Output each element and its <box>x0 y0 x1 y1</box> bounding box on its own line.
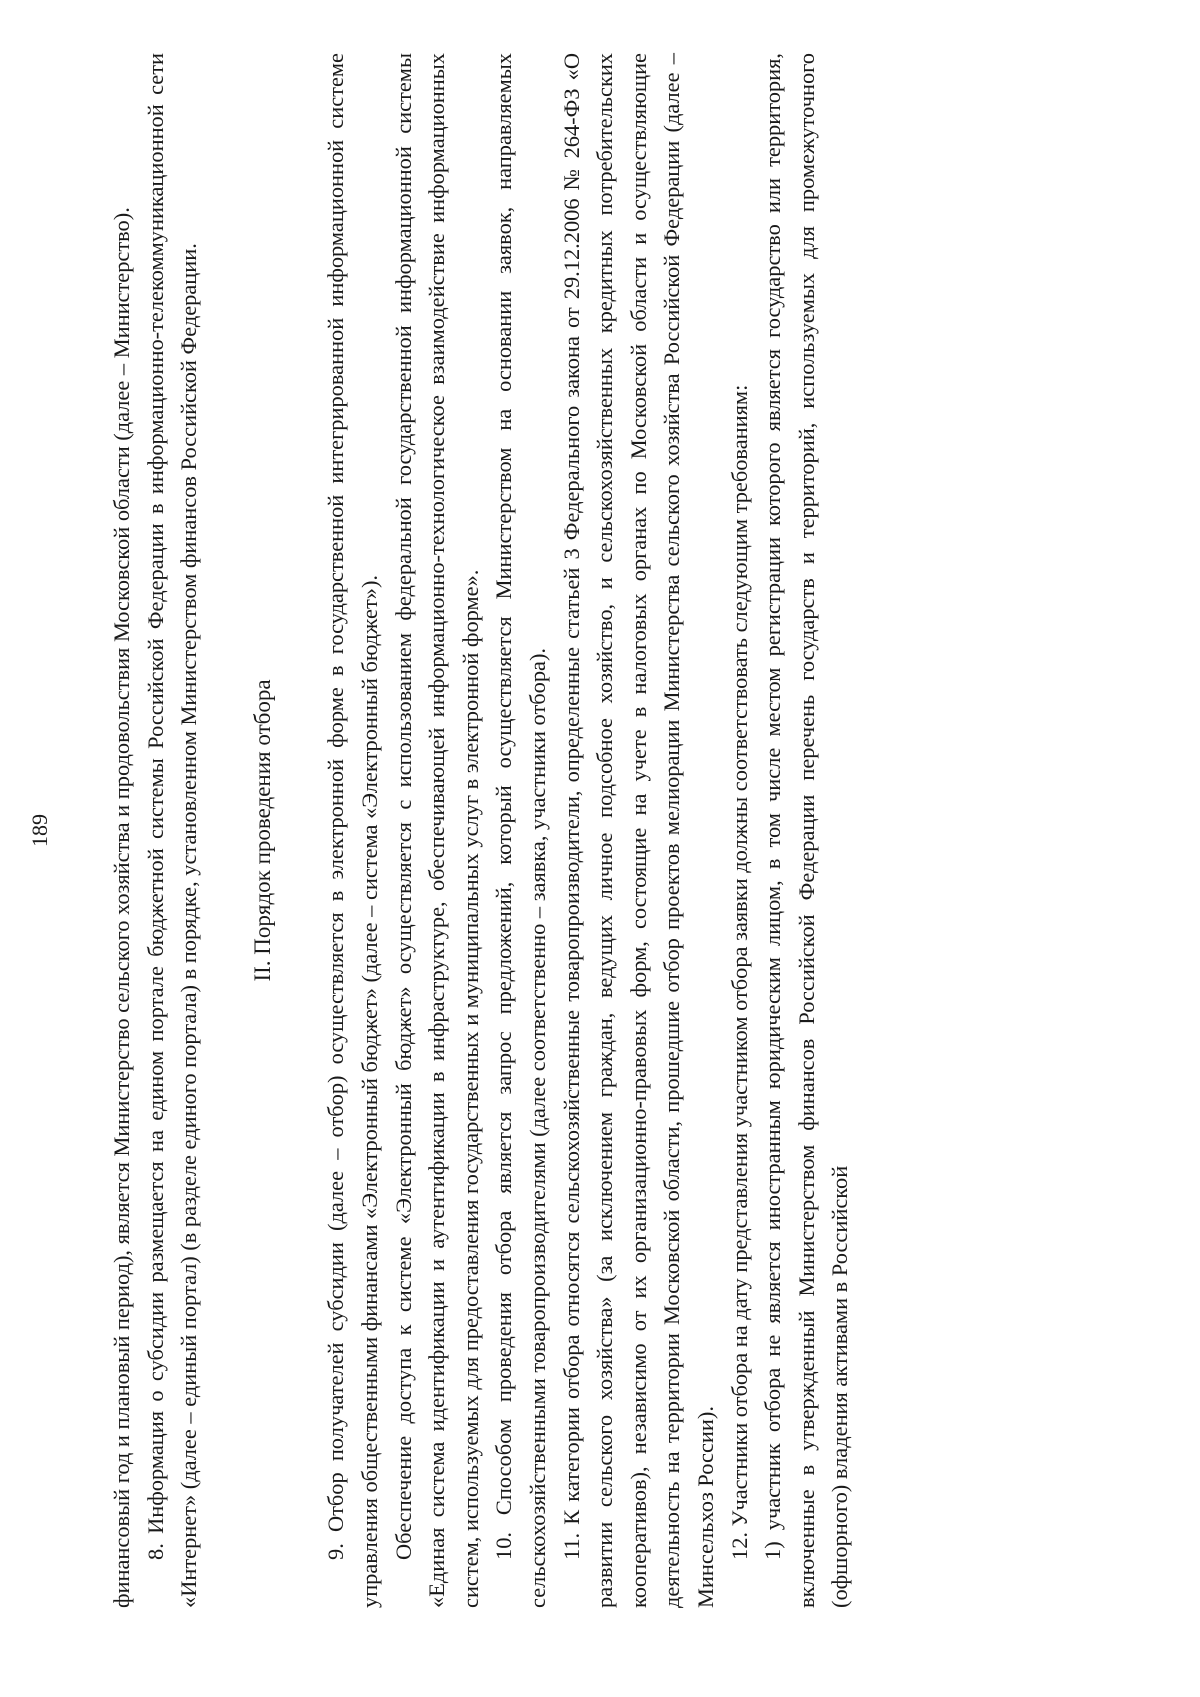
paragraphs-after <box>319 53 857 1608</box>
paragraph-10: 10. Способом проведения отбора является запрос предложений, который осуществляется Министерством на основании заявок, направляемых сельскохозяйственными товаропроизводителями (далее соответственно – заявка, участники отбора). <box>491 53 550 1608</box>
paragraph-9: 9. Отбор получателей субсидии (далее – отбор) осуществляется в электронной форме в государственной интегрированной информационной системе управления общественными финансами «Электронный бюджет» (далее – система «Электронный бюджет»). <box>323 53 382 1608</box>
paragraphs-before <box>105 53 206 1608</box>
paragraph-access: Обеспечение доступа к системе «Электронный бюджет» осуществляется с использованием федеральной государственной информационной системы «Единая система идентификации и аутентификации в инфраструктуре, обеспечивающей информационно-технологическое взаимодействие информационных систем, используемых для предоставления государственных и муниципальных услуг в электронной форме». <box>390 53 483 1608</box>
rotated-document-body <box>27 53 1105 1608</box>
paragraph-8: 8. Информация о субсидии размещается на едином портале бюджетной системы Российской Федерации в информационно-телекоммуникационной сети «Интернет» (далее – единый портал) (в разделе единого портала) в порядке, установленном Министерством финансов Российской Федерации. <box>142 53 202 1608</box>
page-number: 189 <box>27 814 52 847</box>
section-heading: II. Порядок проведения отбора <box>249 679 275 982</box>
paragraph-12-item-1: 1) участник отбора не является иностранным юридическим лицом, в том числе местом регистрации которого является государство или территория, включенные в утвержденный Министерством финансов Российской Федерации перечень государств и территорий, используемых для промежуточного (офшорного) владения активами в Российской <box>760 53 853 1608</box>
paragraph-continuation: финансовый год и плановый период), является Министерство сельского хозяйства и продовольствия Московской области (далее – Министерство). <box>109 207 134 1608</box>
paragraph-12: 12. Участники отбора на дату представления участником отбора заявки должны соответствовать следующим требованиям: <box>726 384 752 1560</box>
paragraph-11: 11. К категории отбора относятся сельскохозяйственные товаропроизводители, определенные статьей 3 Федерального закона от 29.12.2006 № 264-ФЗ «О развитии сельского хозяйства» (за исключением граждан, ведущих личное подсобное хозяйство, и сельскохозяйственных кредитных потребительских кооперативов), независимо от их организационно-правовых форм, состоящие на учете в налоговых органах по Московской области и осуществляющие деятельность на территории Московской области, прошедшие отбор проектов мелиорации Министерства сельского хозяйства Российской Федерации (далее – Минсельхоз России). <box>558 53 718 1608</box>
